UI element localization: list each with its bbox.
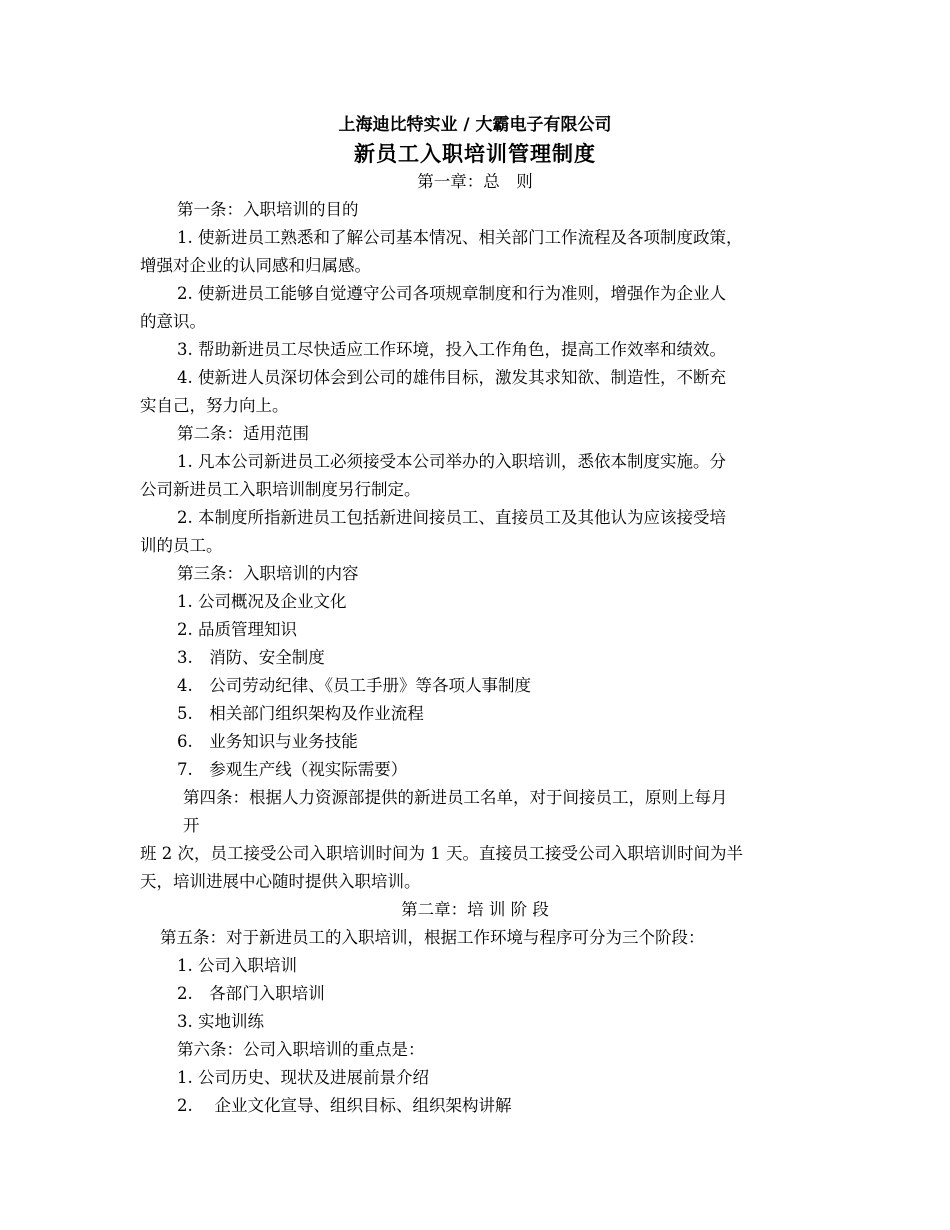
article-4-line-4: 天，培训进展中心随时提供入职培训。 (140, 872, 421, 891)
article-1-item-4-line-1: 4. 使新进人员深切体会到公司的雄伟目标，激发其求知欲、制造性，不断充 (177, 368, 726, 387)
list-item: 2. 品质管理知识 (177, 620, 297, 639)
document-title: 新员工入职培训管理制度 (354, 141, 596, 166)
list-item: 7. 参观生产线（视实际需要） (177, 760, 408, 779)
article-1-item-1-line-1: 1. 使新进员工熟悉和了解公司基本情况、相关部门工作流程及各项制度政策， (177, 228, 743, 247)
list-item: 2. 企业文化宣导、组织目标、组织架构讲解 (177, 1096, 512, 1115)
article-2-item-2-line-1: 2. 本制度所指新进员工包括新进间接员工、直接员工及其他认为应该接受培 (177, 508, 726, 527)
article-1-item-4-line-2: 实自己，努力向上。 (140, 396, 289, 415)
list-item: 4. 公司劳动纪律、《员工手册》等各项人事制度 (177, 676, 531, 695)
article-1-heading: 第一条：入职培训的目的 (177, 200, 359, 219)
article-4-line-2: 开 (183, 816, 200, 835)
article-2-item-1-line-1: 1. 凡本公司新进员工必须接受本公司举办的入职培训，悉依本制度实施。分 (177, 452, 726, 471)
list-item: 3. 消防、安全制度 (177, 648, 325, 667)
article-1-item-1-line-2: 增强对企业的认同感和归属感。 (140, 256, 371, 275)
list-item: 2. 各部门入职培训 (177, 984, 325, 1003)
article-2-item-1-line-2: 公司新进员工入职培训制度另行制定。 (140, 480, 421, 499)
company-name: 上海迪比特实业 / 大霸电子有限公司 (338, 115, 612, 135)
chapter-1-heading: 第一章：总 则 (417, 172, 533, 191)
list-item: 1. 公司历史、现状及进展前景介绍 (177, 1068, 429, 1087)
article-5-heading: 第五条：对于新进员工的入职培训，根据工作环境与程序可分为三个阶段： (160, 928, 705, 947)
list-item: 6. 业务知识与业务技能 (177, 732, 358, 751)
list-item: 1. 公司入职培训 (177, 956, 297, 975)
list-item: 1. 公司概况及企业文化 (177, 592, 347, 611)
article-1-item-3: 3. 帮助新进员工尽快适应工作环境，投入工作角色，提高工作效率和绩效。 (177, 340, 726, 359)
chapter-2-heading: 第二章：培 训 阶 段 (401, 900, 549, 919)
list-item: 5. 相关部门组织架构及作业流程 (177, 704, 424, 723)
article-1-item-2-line-2: 的意识。 (140, 312, 206, 331)
list-item: 3. 实地训练 (177, 1012, 264, 1031)
article-2-heading: 第二条：适用范围 (177, 424, 309, 443)
article-3-heading: 第三条：入职培训的内容 (177, 564, 359, 583)
article-2-item-2-line-2: 训的员工。 (140, 536, 223, 555)
article-4-line-1: 第四条：根据人力资源部提供的新进员工名单，对于间接员工，原则上每月 (183, 788, 728, 807)
article-4-line-3: 班 2 次，员工接受公司入职培训时间为 1 天。直接员工接受公司入职培训时间为半 (140, 844, 743, 863)
article-6-heading: 第六条：公司入职培训的重点是： (177, 1040, 425, 1059)
article-1-item-2-line-1: 2. 使新进员工能够自觉遵守公司各项规章制度和行为准则，增强作为企业人 (177, 284, 726, 303)
